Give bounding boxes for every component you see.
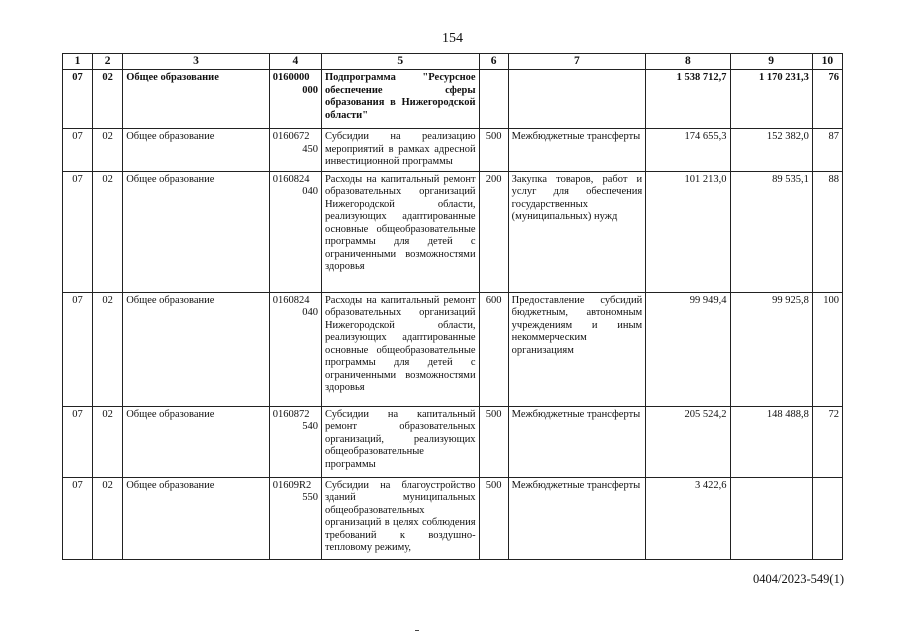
section-code: 07 xyxy=(63,129,93,172)
subsection-code: 02 xyxy=(93,129,123,172)
section-name: Общее образование xyxy=(123,406,270,477)
planned-amount: 1 538 712,7 xyxy=(646,70,730,129)
table-row xyxy=(63,477,843,559)
column-header: 2 xyxy=(93,54,123,70)
expense-type-code: 200 xyxy=(479,171,508,292)
column-header: 4 xyxy=(269,54,321,70)
column-header: 7 xyxy=(508,54,646,70)
execution-percent: 72 xyxy=(812,406,842,477)
target-article-code xyxy=(269,406,321,477)
document-registration-code: 0404/2023-549(1) xyxy=(753,572,844,586)
target-article-code-part: 450 xyxy=(302,143,318,155)
table-row xyxy=(63,129,843,172)
subsection-code: 02 xyxy=(93,292,123,406)
executed-amount: 99 925,8 xyxy=(730,292,812,406)
execution-percent: 76 xyxy=(812,70,842,129)
column-header: 6 xyxy=(479,54,508,70)
target-article-code xyxy=(269,129,321,172)
target-article-code xyxy=(269,292,321,406)
subsection-code: 02 xyxy=(93,171,123,292)
table-row xyxy=(63,171,843,292)
target-article-code-part: 040 xyxy=(302,186,318,197)
column-header: 1 xyxy=(63,54,93,70)
target-article-code-part: 0160824 xyxy=(272,173,310,185)
expense-type-code: 500 xyxy=(479,129,508,172)
execution-percent xyxy=(812,477,842,559)
expense-type-name: Предоставление субсидий бюджетным, автономным учреждениям и иным некоммерческим организациям xyxy=(508,292,646,406)
table-header-row xyxy=(63,54,843,70)
section-name: Общее образование xyxy=(123,129,270,172)
subsection-code: 02 xyxy=(93,406,123,477)
planned-amount: 99 949,4 xyxy=(646,292,730,406)
planned-amount: 101 213,0 xyxy=(646,171,730,292)
target-article-code-part: 000 xyxy=(302,84,318,96)
section-code: 07 xyxy=(63,70,93,129)
execution-percent: 88 xyxy=(812,171,842,292)
target-article-code xyxy=(269,70,321,129)
column-header: 5 xyxy=(321,54,479,70)
expense-type-name xyxy=(508,70,646,129)
section-code: 07 xyxy=(63,477,93,559)
table-row xyxy=(63,406,843,477)
expense-type-name: Межбюджетные трансферты xyxy=(508,477,646,559)
expense-purpose: Расходы на капитальный ремонт образовательных организаций Нижегородской области, реализующих адаптированные основные общеобразовательные программы для детей с ограниченными возможностями здоровья xyxy=(321,292,479,406)
section-code: 07 xyxy=(63,171,93,292)
target-article-code-part: 550 xyxy=(302,492,318,503)
target-article-code xyxy=(269,477,321,559)
section-name: Общее образование xyxy=(123,477,270,559)
expense-type-code xyxy=(479,70,508,129)
executed-amount: 1 170 231,3 xyxy=(730,70,812,129)
table-row xyxy=(63,292,843,406)
budget-table xyxy=(62,53,843,560)
planned-amount: 174 655,3 xyxy=(646,129,730,172)
expense-purpose: Субсидии на реализацию мероприятий в рамках адресной инвестиционной программы xyxy=(321,129,479,172)
expense-type-code: 600 xyxy=(479,292,508,406)
column-header: 3 xyxy=(123,54,270,70)
expense-purpose: Субсидии на капитальный ремонт образовательных организаций, реализующих общеобразовательные программы xyxy=(321,406,479,477)
target-article-code xyxy=(269,171,321,292)
section-code: 07 xyxy=(63,292,93,406)
column-header: 9 xyxy=(730,54,812,70)
expense-type-name: Межбюджетные трансферты xyxy=(508,129,646,172)
target-article-code-part: 0160672 xyxy=(272,131,310,142)
expense-purpose: Расходы на капитальный ремонт образовательных организаций Нижегородской области, реализующих адаптированные основные общеобразовательные программы для детей с ограниченными возможностями здоровья xyxy=(321,171,479,292)
target-article-code-part: 0160872 xyxy=(272,408,310,420)
expense-type-name: Межбюджетные трансферты xyxy=(508,406,646,477)
executed-amount: 148 488,8 xyxy=(730,406,812,477)
executed-amount: 89 535,1 xyxy=(730,171,812,292)
section-code: 07 xyxy=(63,406,93,477)
section-name: Общее образование xyxy=(123,292,270,406)
target-article-code-part: 040 xyxy=(302,307,318,318)
subsection-code: 02 xyxy=(93,477,123,559)
planned-amount: 205 524,2 xyxy=(646,406,730,477)
column-header: 8 xyxy=(646,54,730,70)
section-name: Общее образование xyxy=(123,171,270,292)
column-header: 10 xyxy=(812,54,842,70)
executed-amount xyxy=(730,477,812,559)
expense-type-code: 500 xyxy=(479,406,508,477)
target-article-code-part: 01609R2 xyxy=(272,479,312,491)
target-article-code-part: 0160000 xyxy=(272,72,310,83)
scan-mark xyxy=(415,630,419,631)
subsection-code: 02 xyxy=(93,70,123,129)
page-number: 154 xyxy=(442,31,463,46)
expense-type-code: 500 xyxy=(479,477,508,559)
target-article-code-part: 540 xyxy=(302,421,318,432)
executed-amount: 152 382,0 xyxy=(730,129,812,172)
expense-purpose: Подпрограмма "Ресурсное обеспечение сферы образования в Нижегородской области" xyxy=(321,70,479,129)
target-article-code-part: 0160824 xyxy=(272,294,310,306)
execution-percent: 87 xyxy=(812,129,842,172)
table-row xyxy=(63,70,843,129)
section-name: Общее образование xyxy=(123,70,270,129)
planned-amount: 3 422,6 xyxy=(646,477,730,559)
execution-percent: 100 xyxy=(812,292,842,406)
expense-type-name: Закупка товаров, работ и услуг для обеспечения государственных (муниципальных) нужд xyxy=(508,171,646,292)
expense-purpose: Субсидии на благоустройство зданий муниципальных общеобразовательных организаций в целях соблюдения требований к воздушно-тепловому режиму, xyxy=(321,477,479,559)
